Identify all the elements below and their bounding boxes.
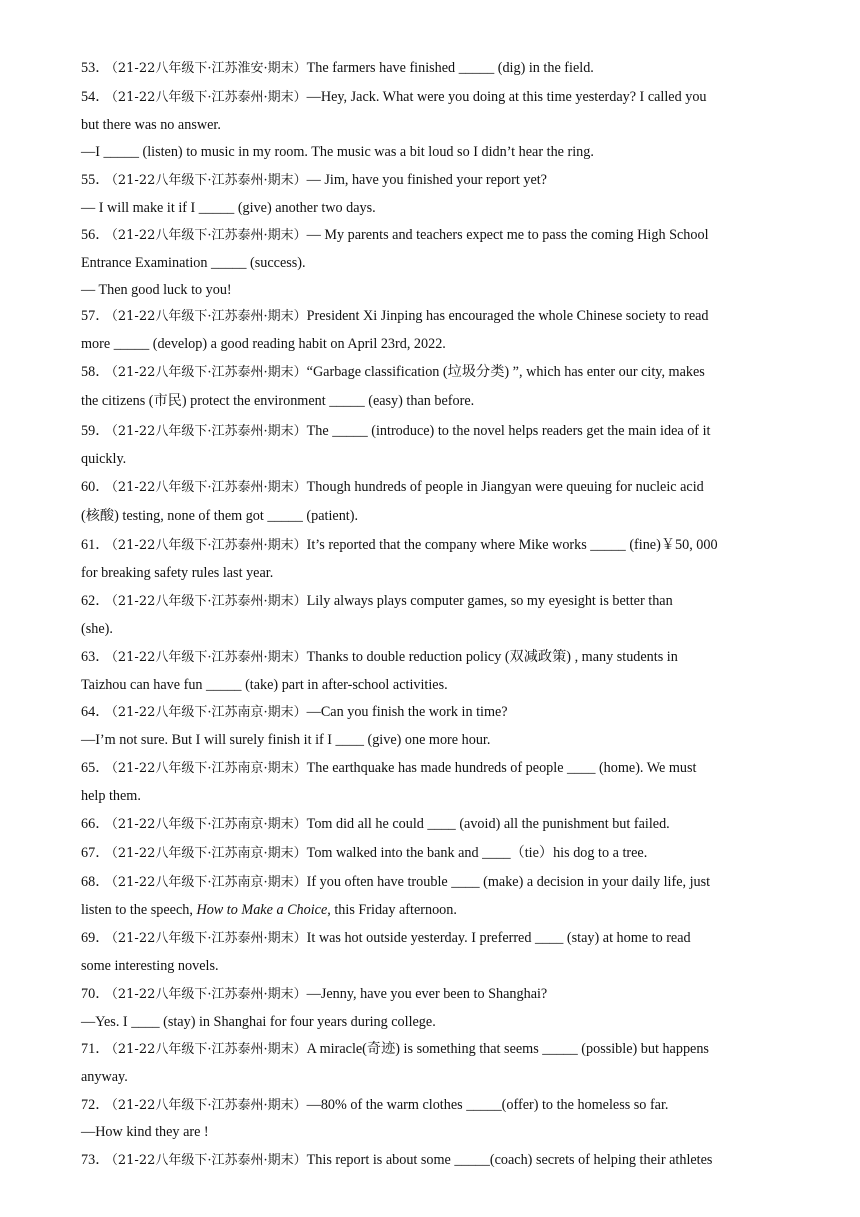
question-62-line-2: (she).	[81, 621, 113, 637]
question-72: 72． （21-22八年级下·江苏泰州·期末）—80% of the warm clothes _____(offer) to the homeless so far.	[81, 1097, 669, 1113]
question-64-line-2: —I’m not sure. But I will surely finish it if I ____ (give) one more hour.	[81, 732, 491, 748]
question-61-line-2: for breaking safety rules last year.	[81, 565, 274, 581]
question-67: 67． （21-22八年级下·江苏南京·期末）Tom walked into the bank and ____（tie）his dog to a tree.	[81, 845, 648, 861]
question-55-line-2: — I will make it if I _____ (give) another two days.	[81, 200, 376, 216]
question-59-line-2: quickly.	[81, 451, 127, 467]
question-53: 53． （21-22八年级下·江苏淮安·期末）The farmers have finished _____ (dig) in the field.	[81, 60, 594, 76]
question-55: 55． （21-22八年级下·江苏泰州·期末）— Jim, have you finished your report yet?	[81, 172, 547, 188]
question-57: 57． （21-22八年级下·江苏泰州·期末）President Xi Jinping has encouraged the whole Chinese society to read	[81, 308, 709, 324]
question-65-line-2: help them.	[81, 788, 141, 804]
question-60-line-2: (核酸) testing, none of them got _____ (patient).	[81, 508, 358, 524]
question-68: 68． （21-22八年级下·江苏南京·期末）If you often have trouble ____ (make) a decision in your daily life, just	[81, 874, 711, 890]
question-59: 59． （21-22八年级下·江苏泰州·期末）The _____ (introduce) to the novel helps readers get the main idea of it	[81, 423, 711, 439]
speech-title: How to Make a Choice	[196, 902, 328, 918]
question-70: 70． （21-22八年级下·江苏泰州·期末）—Jenny, have you ever been to Shanghai?	[81, 986, 548, 1002]
question-58: 58． （21-22八年级下·江苏泰州·期末）“Garbage classification (垃圾分类) ”, which has enter our city, makes	[81, 364, 705, 380]
question-56: 56． （21-22八年级下·江苏泰州·期末）— My parents and teachers expect me to pass the coming High School	[81, 227, 709, 243]
question-62: 62． （21-22八年级下·江苏泰州·期末）Lily always plays computer games, so my eyesight is better than	[81, 593, 673, 609]
question-71-line-2: anyway.	[81, 1069, 128, 1085]
question-68-line-2: listen to the speech, How to Make a Choice, this Friday afternoon.	[81, 902, 457, 918]
question-66: 66． （21-22八年级下·江苏南京·期末）Tom did all he could ____ (avoid) all the punishment but failed.	[81, 816, 670, 832]
question-56-line-2: Entrance Examination _____ (success).	[81, 255, 306, 271]
question-64: 64． （21-22八年级下·江苏南京·期末）—Can you finish the work in time?	[81, 704, 508, 720]
question-71: 71． （21-22八年级下·江苏泰州·期末）A miracle(奇迹) is something that seems _____ (possible) but happens	[81, 1041, 709, 1057]
question-63: 63． （21-22八年级下·江苏泰州·期末）Thanks to double reduction policy (双减政策) , many students in	[81, 649, 678, 665]
question-56-line-3: — Then good luck to you!	[81, 282, 232, 298]
question-69: 69． （21-22八年级下·江苏泰州·期末）It was hot outside yesterday. I preferred ____ (stay) at home to read	[81, 930, 691, 946]
question-70-line-2: —Yes. I ____ (stay) in Shanghai for four years during college.	[81, 1014, 436, 1030]
question-57-line-2: more _____ (develop) a good reading habit on April 23rd, 2022.	[81, 336, 446, 352]
question-54-line-2: but there was no answer.	[81, 117, 221, 133]
question-61: 61． （21-22八年级下·江苏泰州·期末）It’s reported that the company where Mike works _____ (fine)￥50, 000	[81, 537, 718, 553]
question-60: 60． （21-22八年级下·江苏泰州·期末）Though hundreds of people in Jiangyan were queuing for nucleic acid	[81, 479, 704, 495]
question-54: 54． （21-22八年级下·江苏泰州·期末）—Hey, Jack. What were you doing at this time yesterday? I called you	[81, 89, 707, 105]
question-69-line-2: some interesting novels.	[81, 958, 219, 974]
question-73: 73． （21-22八年级下·江苏泰州·期末）This report is about some _____(coach) secrets of helping their athletes	[81, 1152, 713, 1168]
question-54-line-3: —I _____ (listen) to music in my room. The music was a bit loud so I didn’t hear the ring.	[81, 144, 594, 160]
question-65: 65． （21-22八年级下·江苏南京·期末）The earthquake has made hundreds of people ____ (home). We must	[81, 760, 697, 776]
question-58-line-2: the citizens (市民) protect the environment _____ (easy) than before.	[81, 393, 475, 409]
question-63-line-2: Taizhou can have fun _____ (take) part in after-school activities.	[81, 677, 448, 693]
question-72-line-2: —How kind they are !	[81, 1124, 209, 1140]
